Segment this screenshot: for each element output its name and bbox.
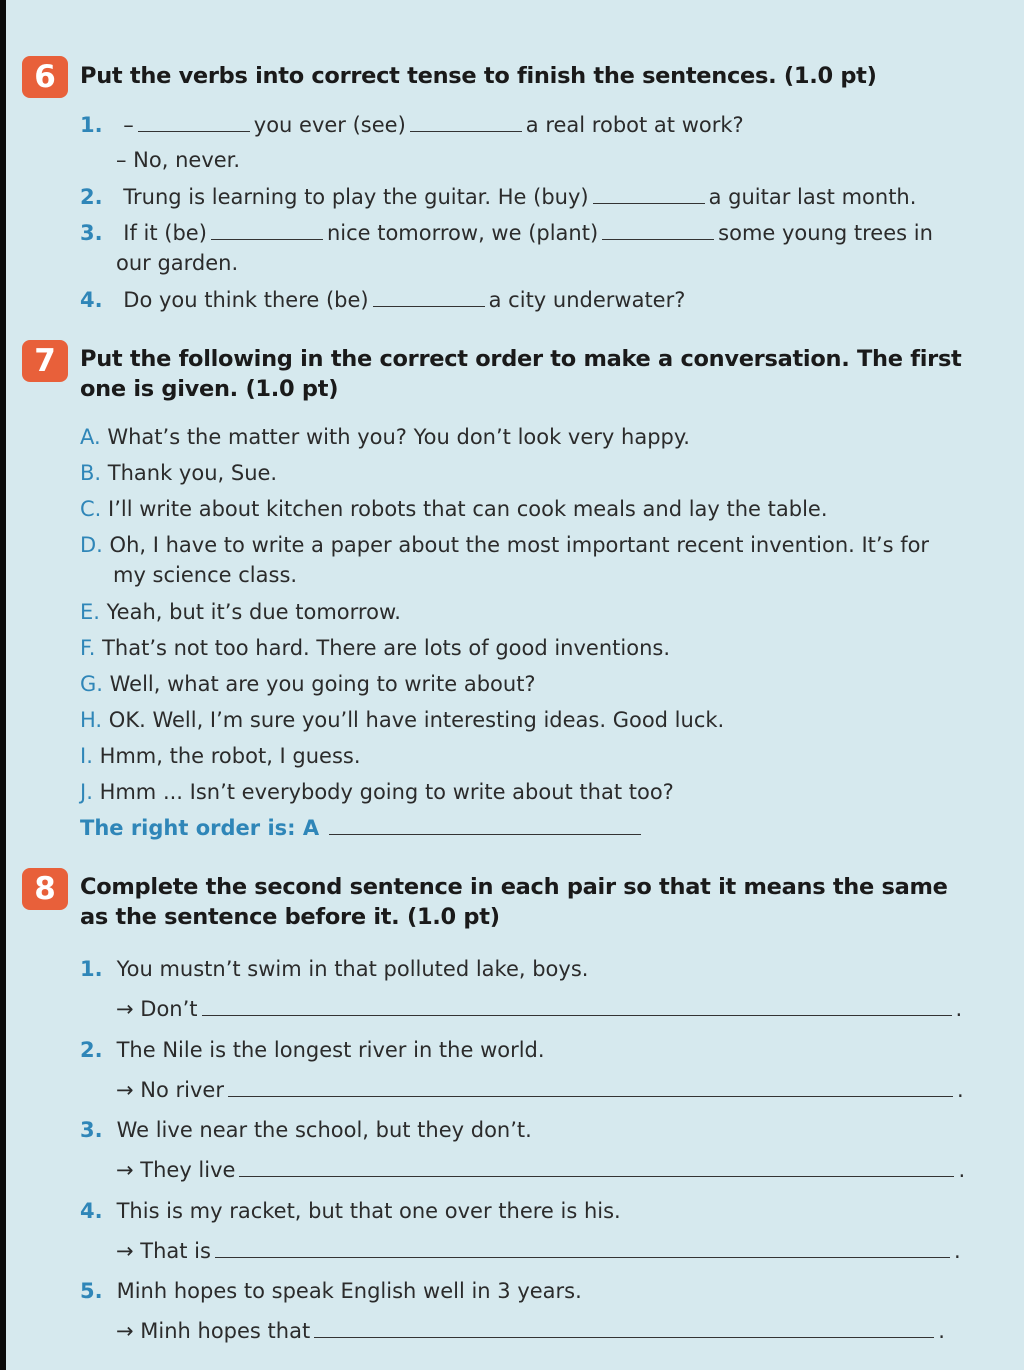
option-f: F. That’s not too hard. There are lots of good inventions. [80,636,670,660]
option-g: G. Well, what are you going to write about? [80,672,536,696]
exercise-7-title-line1: Put the following in the correct order to make a conversation. The first [80,346,962,372]
answer-label: The right order is: A [80,816,320,840]
rewrite-blank[interactable] [314,1336,934,1338]
exercise-8-badge: 8 [22,868,68,910]
ex6-item-3: 3. If it (be) nice tomorrow, we (plant) some young trees in [80,221,933,245]
ex8-item-5: 5. Minh hopes to speak English well in 3 years. [80,1279,582,1303]
ex6-item-4: 4. Do you think there (be) a city underwater? [80,288,686,312]
ex8-item-5-prompt: → Minh hopes that . [116,1319,945,1343]
ex6-item-3-cont: our garden. [116,251,239,275]
option-d-cont: my science class. [113,563,298,587]
answer-blank[interactable] [138,130,250,132]
exercise-7-title-line2: one is given. (1.0 pt) [80,376,339,402]
exercise-8-title-line1: Complete the second sentence in each pair so that it means the same [80,874,948,900]
option-i: I. Hmm, the robot, I guess. [80,744,361,768]
exercise-6-badge: 6 [22,56,68,98]
answer-blank[interactable] [373,305,485,307]
ex8-item-3: 3. We live near the school, but they don’t. [80,1118,532,1142]
order-answer-blank[interactable] [329,833,641,835]
option-e: E. Yeah, but it’s due tomorrow. [80,600,401,624]
ex6-item-1: 1. – you ever (see) a real robot at work? [80,113,744,137]
ex6-item-1-reply: – No, never. [116,148,241,172]
answer-row [80,816,645,840]
ex8-item-1-prompt: → Don’t . [116,997,963,1021]
answer-blank[interactable] [602,238,714,240]
option-j: J. Hmm ... Isn’t everybody going to write about that too? [80,780,674,804]
ex8-item-2: 2. The Nile is the longest river in the world. [80,1038,545,1062]
option-c: C. I’ll write about kitchen robots that can cook meals and lay the table. [80,497,828,521]
ex8-item-4-prompt: → That is . [116,1239,961,1263]
ex8-item-4: 4. This is my racket, but that one over there is his. [80,1199,621,1223]
ex6-item-2: 2. Trung is learning to play the guitar. He (buy) a guitar last month. [80,185,917,209]
answer-blank[interactable] [410,130,522,132]
rewrite-blank[interactable] [228,1095,953,1097]
answer-blank[interactable] [593,202,705,204]
ex8-item-1: 1. You mustn’t swim in that polluted lake, boys. [80,957,589,981]
rewrite-blank[interactable] [239,1175,954,1177]
rewrite-blank[interactable] [202,1014,952,1016]
exercise-6-title: Put the verbs into correct tense to finish the sentences. (1.0 pt) [80,63,877,89]
option-d: D. Oh, I have to write a paper about the most important recent invention. It’s for [80,533,930,557]
option-a: A. What’s the matter with you? You don’t look very happy. [80,425,690,449]
exercise-7-badge: 7 [22,340,68,382]
ex8-item-2-prompt: → No river . [116,1078,964,1102]
item-number: 1. [80,113,103,137]
option-b: B. Thank you, Sue. [80,461,278,485]
left-border [0,0,6,1370]
exercise-8-title-line2: as the sentence before it. (1.0 pt) [80,904,500,930]
option-h: H. OK. Well, I’m sure you’ll have interesting ideas. Good luck. [80,708,725,732]
rewrite-blank[interactable] [215,1256,950,1258]
ex8-item-3-prompt: → They live . [116,1158,966,1182]
answer-blank[interactable] [211,238,323,240]
